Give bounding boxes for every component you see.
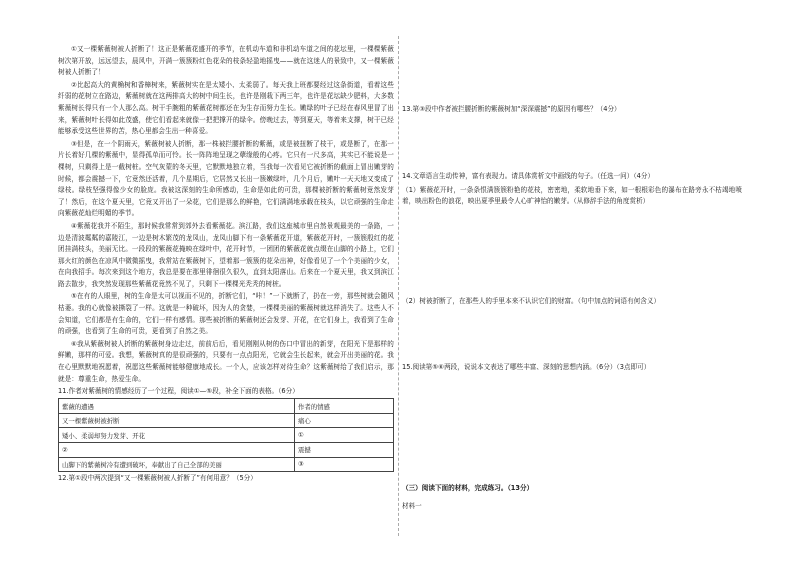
article-paragraph-4: ④紫薇花我并不陌生，那时候我常常到郊外去看紫薇花。滨江路，我们这座城市里自然景观最美的一条路，一边是清波粼粼的嘉陵江，一边是树木繁茂的龙凤山，龙凤山脚下有一条紫薇花开道，紫薇花开时，一簇簇殷红的花团挂满枝头，美丽无比。一段段的紫薇花掩映在绿叶中，花开时节，一团团的紫薇花就点缀在山脚的小路上，它们那火红的颜色在凉风中微微摇曳，我常站在紫薇树下，望着那一簇簇的花朵出神，好像看见了一个个美丽的少女，在向我招手。每次来到这个地方，我总是要在那里徘徊很久很久，直到太阳落山。后来在一个夏天里，我又到滨江路去散步，我突然发现那些紫薇花竟然不见了，只剩下一棵棵光秃秃的树桩。 bbox=[58, 221, 394, 288]
table-row bbox=[59, 413, 394, 428]
table-cell: 又一棵紫薇树被折断 bbox=[59, 413, 295, 428]
table-cell: 震撼 bbox=[295, 443, 394, 458]
table-header-cell: 紫薇的遭遇 bbox=[59, 399, 295, 414]
question-14-sentence-2: （2）树被折断了，在那些人的手里本来不认识它们的财富。（句中加点的词语有何含义） bbox=[402, 297, 661, 305]
article-paragraph-1: ①又一棵紫薇树被人折断了！这正是紫薇花盛开的季节，在机动车道和非机动车道之间的花坛里，一棵棵紫薇树次第开放，远远望去，晨风中，开满一簇簇粉红色花朵的枝条轻盈地摇曳——就在这迷人的景致中，又一棵紫薇树被人折断了！ bbox=[58, 45, 394, 77]
answer-blank-1[interactable]: ① bbox=[295, 428, 394, 443]
question-11-table bbox=[58, 398, 394, 472]
material-1-label: 材料一 bbox=[402, 502, 422, 510]
question-13-prompt: 13.第③段中作者被拦腰折断的紫薇树加“深深震撼”的原因有哪些？（4分） bbox=[402, 105, 621, 113]
table-header-row bbox=[59, 399, 394, 414]
article-paragraph-6: ⑥我从紫薇树被人折断的紫薇树身边走过，前前后后，看见刚刚从树的伤口中冒出的新芽，在阳光下是那样的鲜嫩，那样的可爱。我想，紫薇树真的是很顽强的，只要有一点点阳光，它就会生长起来，就会开出美丽的花。我在心里默默地祝愿着，祝愿这些紫薇树能够健康地成长。一个人，应该怎样对待生命？这紫薇树给了我们启示，那就是：尊重生命，热爱生命。 bbox=[58, 339, 394, 383]
table-cell: 山脚下的紫薇树冷有遭到破坏，奉献出了自己全部的美丽 bbox=[59, 457, 295, 472]
question-12-prompt: 12.第①段中两次提到“又一棵紫薇树被人折断了”有何用意？（5分） bbox=[58, 474, 257, 483]
article-paragraph-5: ⑤在有的人眼里，树的生命是太可以视而不见的，折断它们，“咔！”一下就断了，扔在一旁，那些树就会随风枯萎。我的心就像被撕裂了一样。这就是一种破坏，因为人的贪婪，一棵棵美丽的紫薇树就这样消失了。这些人不会知道，它们都是有生命的，它们一样有感情。那些被折断的紫薇树还会发芽、开花，在它们身上，我看到了生命的顽强，也看到了生命的可贵，更看到了自然之美。 bbox=[58, 292, 394, 336]
column-divider bbox=[398, 36, 399, 536]
question-11-prompt: 11.作者对紫薇树的情感经历了一个过程，阅读①—⑤段，补全下面的表格。（6分） bbox=[58, 387, 299, 396]
question-14-sentence-1: （1）紫薇花开时，一条条恨满簇簇粉艳的花枝，密密地，柔软地垂下来，如一根根彩色的瀑布在路旁永不枯竭地喷着，映出粉色的浪花，映出夏季里最令人心旷神怡的嫩芽。（从修辞手法的角度赏析） bbox=[402, 186, 742, 205]
question-14-prompt: 14.文章语言生动传神，富有表现力。请具体赏析文中画线的句子。（任选一问）（4分） bbox=[402, 172, 655, 180]
left-column bbox=[58, 44, 394, 483]
table-row bbox=[59, 443, 394, 458]
article-paragraph-3: ③但是，在一个阴雨天，紫薇树被人折断，那一株被拦腰折断的紫薇，或是被扭断了枝干，或是断了，在那一片长着好几棵的紫薇中，显得孤单而可怜。长一阵阵地呈现之孽缘般的心疼。它只有一尺多高，其实已不能说是一棵树，只剩得上是一截树桩。空气灰蒙的冬天里，它默默地独立着，当我每一次看见它被折断的截面上冒出嫩芽的时候，都会震撼一下，它竟然还活着，几个星期后，它居然又长出一簇嫩绿叶，几个月后，嫩叶一天天地又变成了绿枝。绿枝坚强得像少女的脸庞。我被这深刻的生命所感动，生命是如此的可贵，那棵被折断的紫薇树竟然发芽了！然后，在这个夏天里，它竟又开出了一朵花，它们是那么的鲜艳，它们满满地承载在枝头，以它顽强的生命走向紫薇花灿烂明媚的季节。 bbox=[58, 139, 394, 218]
table-cell: 痛心 bbox=[295, 413, 394, 428]
answer-blank-2[interactable]: ② bbox=[59, 443, 295, 458]
question-15-prompt: 15.阅读第⑤⑥两段，说说本文表达了哪些丰富、深刻的思想内涵。（6分）（3点即可） bbox=[402, 363, 651, 371]
section-3-title: （三）阅读下面的材料，完成练习。（13分） bbox=[402, 484, 534, 492]
article-paragraph-2: ②比起高大的黄桷树和香樟树来，紫薇树实在是太矮小、太柔弱了。每天我上班都要经过这条街道，看着这些纤弱的花树立在路边，紫薇树就在这两排高大的树中间生长，也许是刚栽下两三年，也许是花坛缺少肥料，大多数紫薇树长得只有一个人那么高。树干手腕粗的紫薇花树都还在为生存而努力生长。嫩绿的叶子已经在春风里冒了出来，紫薇树叶长得如此茂盛，使它们看起来就像一把把撑开的绿伞。傍晚过去，等到夏天，等着来支撑，树干已经能够承受这些世界的苦，热心里都会生出一种喜爱。 bbox=[58, 80, 394, 136]
table-row bbox=[59, 428, 394, 443]
answer-blank-3[interactable]: ③ bbox=[295, 457, 394, 472]
table-cell: 矮小、柔弱却努力发芽、开花 bbox=[59, 428, 295, 443]
table-row bbox=[59, 457, 394, 472]
table-header-cell: 作者的情感 bbox=[295, 399, 394, 414]
